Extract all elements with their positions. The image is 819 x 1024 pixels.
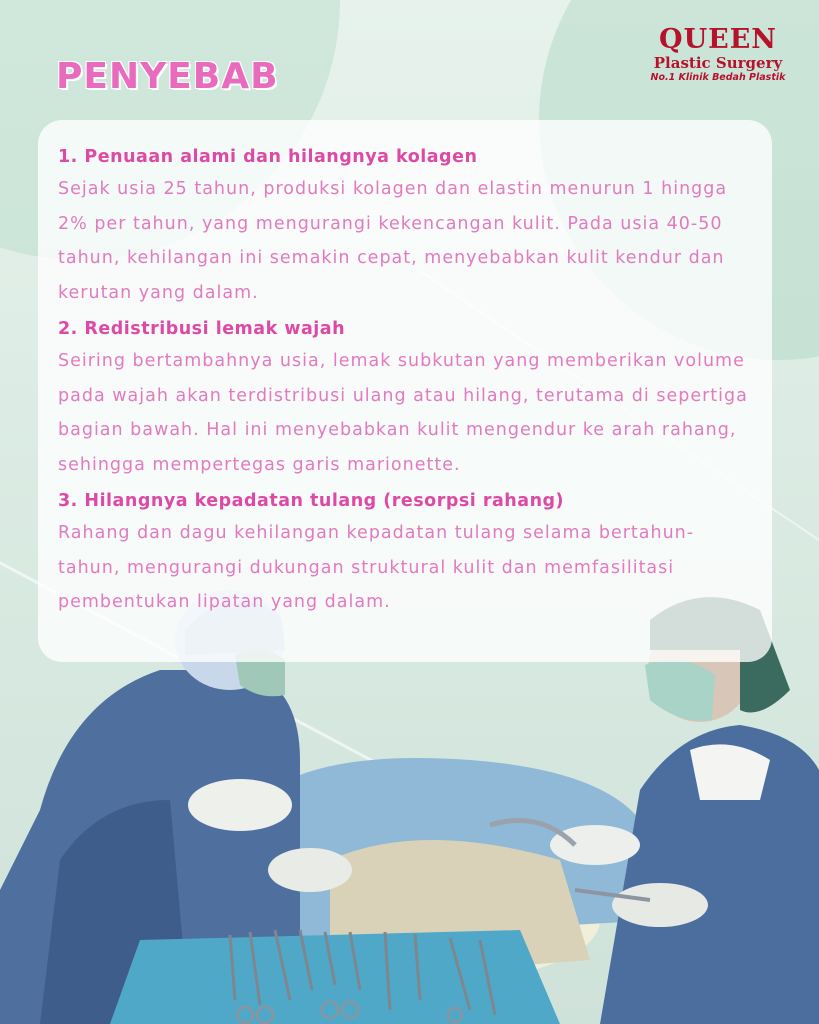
logo-brand: QUEEN xyxy=(659,24,777,55)
logo-subtitle: Plastic Surgery xyxy=(653,54,783,72)
section-heading: 3. Hilangnya kepadatan tulang (resorpsi rahang) xyxy=(58,491,565,511)
section-body: Rahang dan dagu kehilangan kepadatan tulang selama bertahun-tahun, mengurangi dukungan struktural kulit dan memfasilitasi pembentukan lipatan yang dalam. xyxy=(58,523,695,612)
section-heading: 1. Penuaan alami dan hilangnya kolagen xyxy=(58,147,478,167)
causes-card xyxy=(38,120,772,662)
section-heading: 2. Redistribusi lemak wajah xyxy=(58,319,346,339)
clinic-logo xyxy=(643,26,793,84)
section-body: Sejak usia 25 tahun, produksi kolagen dan elastin menurun 1 hingga 2% per tahun, yang mengurangi kekencangan kulit. Pada usia 40-50 tahun, kehilangan ini semakin cepat, menyebabkan kulit kendur dan kerutan yang dalam. xyxy=(58,179,728,303)
section-body: Seiring bertambahnya usia, lemak subkutan yang memberikan volume pada wajah akan terdistribusi ulang atau hilang, terutama di sepertiga bagian bawah. Hal ini menyebabkan kulit mengendur ke arah rahang, sehingga mempertegas garis marionette. xyxy=(58,351,748,475)
logo-tagline: No.1 Klinik Bedah Plastik xyxy=(650,72,786,83)
page-title: PENYEBAB xyxy=(56,56,279,97)
